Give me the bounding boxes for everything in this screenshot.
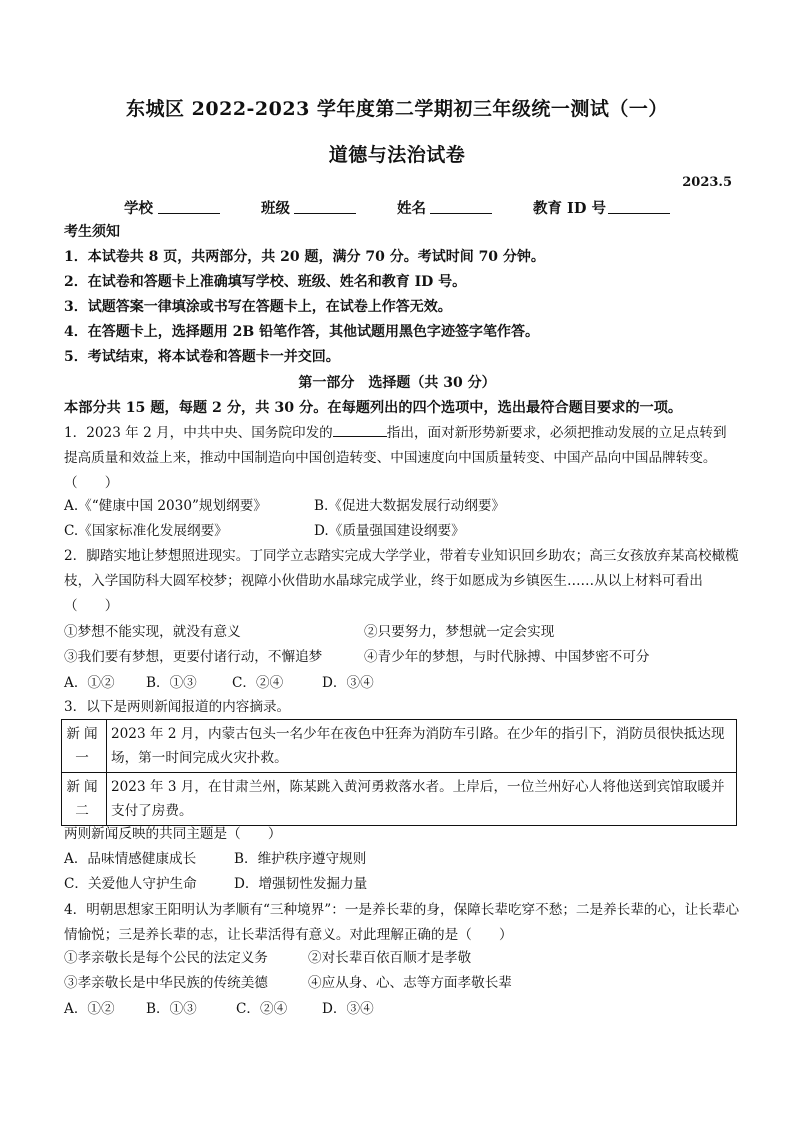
notice-item: 1．本试卷共 8 页，共两部分，共 20 题，满分 70 分。考试时间 70 分钟。	[64, 249, 545, 265]
class-field[interactable]	[294, 197, 356, 214]
q4-statement: ③孝亲敬长是中华民族的传统美德	[64, 975, 268, 991]
q2-statement: ①梦想不能实现，就没有意义	[64, 624, 241, 640]
q1-option-c: C.《国家标准化发展纲要》	[64, 523, 228, 539]
notice-item: 3．试题答案一律填涂或书写在答题卡上，在试卷上作答无效。	[64, 299, 452, 315]
q4-statement: ④应从身、心、志等方面孝敬长辈	[308, 975, 512, 991]
news-text: 2023 年 2 月，内蒙古包头一名少年在夜色中狂奔为消防车引路。在少年的指引下，消防员很快抵达现场，第一时间完成火灾扑救。	[107, 720, 737, 773]
q3-option-b: B．维护秩序遵守规则	[234, 851, 367, 867]
notice-item: 5．考试结束，将本试卷和答题卡一并交回。	[64, 349, 340, 365]
news-table	[61, 719, 737, 826]
school-field[interactable]	[158, 197, 220, 214]
question-2-stem: 2．脚踏实地让梦想照进现实。丁同学立志踏实完成大学学业，带着专业知识回乡助农；高三女孩放弃某高校橄榄枝，入学国防科大圆军校梦；视障小伙借助水晶球完成学业，终于如愿成为乡镇医生……从以上材料可看出（ ）	[64, 548, 739, 614]
notice-item: 2．在试卷和答题卡上准确填写学校、班级、姓名和教育 ID 号。	[64, 274, 467, 290]
q3-question: 两则新闻反映的共同主题是（ ）	[64, 826, 282, 842]
q2-statement: ④青少年的梦想，与时代脉搏、中国梦密不可分	[364, 649, 650, 665]
news-label: 新闻一	[62, 720, 107, 773]
q2-option-d: D．③④	[322, 675, 374, 691]
q1-option-a: A.《“健康中国 2030”规划纲要》	[64, 498, 267, 514]
q4-option-c: C．②④	[236, 1001, 288, 1017]
notice-item: 4．在答题卡上，选择题用 2B 铅笔作答，其他试题用黑色字迹签字笔作答。	[64, 324, 540, 340]
class-label: 班级	[261, 200, 290, 217]
answer-blank	[333, 422, 387, 437]
part1-instruction: 本部分共 15 题，每题 2 分，共 30 分。在每题列出的四个选项中，选出最符合题目要求的一项。	[64, 400, 683, 416]
q4-statement: ②对长辈百依百顺才是孝敬	[308, 950, 472, 966]
name-field[interactable]	[430, 197, 492, 214]
q4-statement: ①孝亲敬长是每个公民的法定义务	[64, 950, 268, 966]
q2-option-a: A．①②	[64, 675, 115, 691]
table-row	[62, 720, 737, 773]
exam-title: 东城区 2022-2023 学年度第二学期初三年级统一测试（一）	[126, 98, 668, 120]
q4-option-b: B．①③	[146, 1001, 197, 1017]
table-row	[62, 773, 737, 826]
q3-option-c: C．关爱他人守护生命	[64, 876, 197, 892]
q2-statement: ③我们要有梦想，更要付诸行动，不懈追梦	[64, 649, 323, 665]
q2-option-c: C．②④	[232, 675, 284, 691]
q3-option-d: D．增强韧性发掘力量	[234, 876, 368, 892]
notice-heading: 考生须知	[64, 224, 120, 240]
q4-option-d: D．③④	[322, 1001, 374, 1017]
question-3-stem: 3．以下是两则新闻报道的内容摘录。	[64, 699, 291, 715]
q1-option-d: D.《质量强国建设纲要》	[314, 523, 465, 539]
q3-option-a: A．品味情感健康成长	[64, 851, 197, 867]
q2-statement: ②只要努力，梦想就一定会实现	[364, 624, 555, 640]
edu-id-field[interactable]	[608, 197, 670, 214]
school-label: 学校	[124, 200, 153, 217]
q2-option-b: B．①③	[146, 675, 197, 691]
exam-subtitle: 道德与法治试卷	[328, 144, 466, 166]
edu-id-label: 教育 ID 号	[533, 200, 606, 217]
q4-option-a: A．①②	[64, 1001, 115, 1017]
question-4-stem: 4．明朝思想家王阳明认为孝顺有“三种境界”：一是养长辈的身，保障长辈吃穿不愁；二是养长辈的心，让长辈心情愉悦；三是养长辈的志，让长辈活得有意义。对此理解正确的是（ ）	[64, 902, 740, 943]
news-text: 2023 年 3 月，在甘肃兰州，陈某跳入黄河勇救落水者。上岸后，一位兰州好心人将他送到宾馆取暖并支付了房费。	[107, 773, 737, 826]
question-1-stem: 1．2023 年 2 月，中共中央、国务院印发的 指出，面对新形势新要求，必须把推动发展的立足点转到提高质量和效益上来，推动中国制造向中国创造转变、中国速度向中国质量转变、中国产品向中国品牌转变。（ ）	[64, 421, 740, 496]
news-label: 新闻二	[62, 773, 107, 826]
q1-option-b: B.《促进大数据发展行动纲要》	[314, 498, 506, 514]
exam-date: 2023.5	[682, 175, 732, 190]
name-label: 姓名	[397, 200, 426, 217]
part1-heading: 第一部分 选择题（共 30 分）	[298, 375, 496, 391]
